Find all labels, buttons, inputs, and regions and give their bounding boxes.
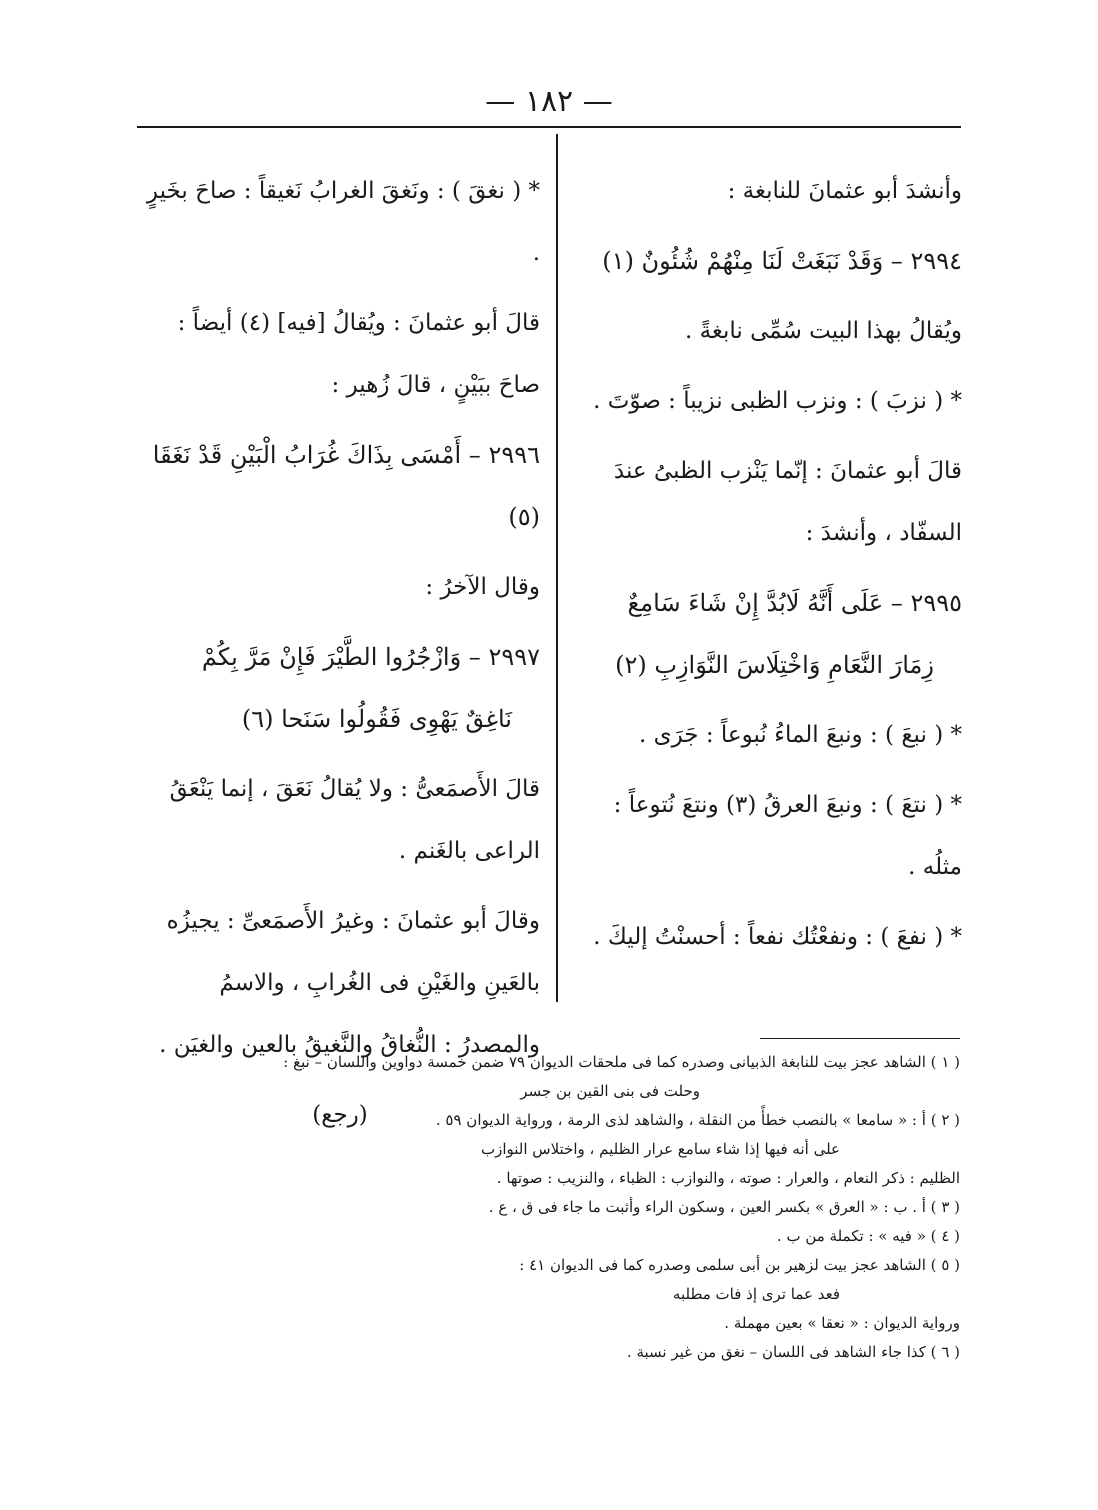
left-line-text: وقال الآخرُ : [425,574,540,600]
footnotes [140,1048,960,1367]
footnote-line: ( ٣ ) أ . ب : « العرق » بكسر العين ، وسكون الراء وأثبت ما جاء فى ق ، ع . [488,1198,960,1216]
right-line-verse: ٢٩٩٤ – وَقَدْ نَبَغَتْ لَنَا مِنْهُمْ شُئُونٌ (١) [602,247,962,275]
left-line-verse: ٢٩٩٦ – أَمْسَى بِذَاكَ غُرَابُ الْبَيْنِ قَدْ نَغَقَا (٥) [152,441,540,531]
left-line-verse: ٢٩٩٧ – وَازْجُرُوا الطَّيْرَ فَإِنْ مَرَّ بِكُمْ [201,643,540,671]
right-line-entry: * ( نفعَ ) : ونفعْتُك نفعاً : أحسنْتُ إليكَ . [593,924,962,950]
right-line-verse2: زِمَارَ النَّعَامِ وَاخْتِلَاسَ النَّوَازِبِ (٢) [615,651,934,679]
right-line-entry: * ( نبعَ ) : ونبعَ الماءُ نُبوعاً : جَرَى . [638,722,962,748]
footnote-line: ( ٢ ) أ : « سامعا » بالنصب خطأً من النقلة ، والشاهد لذى الرمة ، ورواية الديوان ٥٩ . [435,1111,960,1129]
footnote-line: ( ٥ ) الشاهد عجز بيت لزهير بن أبى سلمى وصدره كما فى الديوان ٤١ : [519,1256,960,1274]
footnote-line: ( ٦ ) كذا جاء الشاهد فى اللسان – نغق من غير نسبة . [626,1343,960,1361]
page-number: — ١٨٢ — [485,84,613,119]
right-line-text: وأنشدَ أبو عثمانَ للنابغة : [727,178,962,204]
left-line-verse2: نَاغِقٌ يَهْوِى فَقُولُوا سَنَحا (٦) [241,705,512,733]
left-line-entry: * ( نغقَ ) : ونَغقَ الغرابُ نَغيقاً : صاحَ بخَيرٍ . [146,178,540,266]
footnote-line: على أنه فيها إذا شاء سامع عرار الظليم ، واختلاس النوازب [480,1140,840,1158]
left-line-center: (رجع) [312,1102,368,1128]
footnote-line: ورواية الديوان : « نعقا » بعين مهملة . [724,1314,960,1332]
column-divider [556,134,558,1002]
footnote-line: وحلت فى بنى القين بن جسر [520,1082,700,1100]
right-column [572,152,962,968]
right-line-entry: * ( نزبَ ) : ونزب الظبى نزيباً : صوّتَ . [593,388,962,414]
footnote-line: الظليم : ذكر النعام ، والعرار : صوته ، والنوازب : الظباء ، والنزيب : صوتها . [496,1169,960,1187]
right-line-text: ويُقالُ بهذا البيت سُمِّى نابغةً . [684,318,962,344]
right-line-verse: ٢٩٩٥ – عَلَى أَنَّهُ لَابُدَّ إِنْ شَاءَ سَامِعٌ [627,589,962,617]
left-column [140,152,540,1146]
header-rule [137,126,961,128]
footnote-line: ( ١ ) الشاهد عجز بيت للنابغة الذبيانى وصدره كما فى ملحقات الديوان ٧٩ ضمن خمسة دواوين واللسان – نبغ : [283,1053,960,1071]
left-line-entry: قالَ الأَصمَعىُّ : ولا يُقالُ نَعَقَ ، إنما يَنْعَقُ الراعى بالغَنم . [169,776,540,864]
left-line-text: وقالَ أبو عثمانَ : وغيرُ الأَصمَعىِّ : يجيزُه بالعَينِ والغَيْنِ فى الغُرابِ ، والاسمُ والمصدرُ : النُّغاقُ والنَّغيقُ بالعين والغيَن . [159,908,540,1058]
footnote-line: ( ٤ ) « فيه » : تكملة من ب . [776,1227,960,1245]
left-line-entry: قالَ أبو عثمانَ : ويُقالُ [فيه] (٤) أيضاً : صاحَ ببَيْنٍ ، قالَ زُهير : [177,310,540,398]
footnote-rule [760,1038,960,1039]
right-line-entry: * ( نتعَ ) : ونبعَ العرقُ (٣) ونتعَ نُتوعاً : مثلُه . [613,792,962,880]
footnote-line: فعد عما ترى إذ فات مطلبه [672,1285,840,1303]
right-line-entry: قالَ أبو عثمانَ : إنّما يَنْزب الظبىُ عندَ السفّاد ، وأنشدَ : [613,458,962,546]
